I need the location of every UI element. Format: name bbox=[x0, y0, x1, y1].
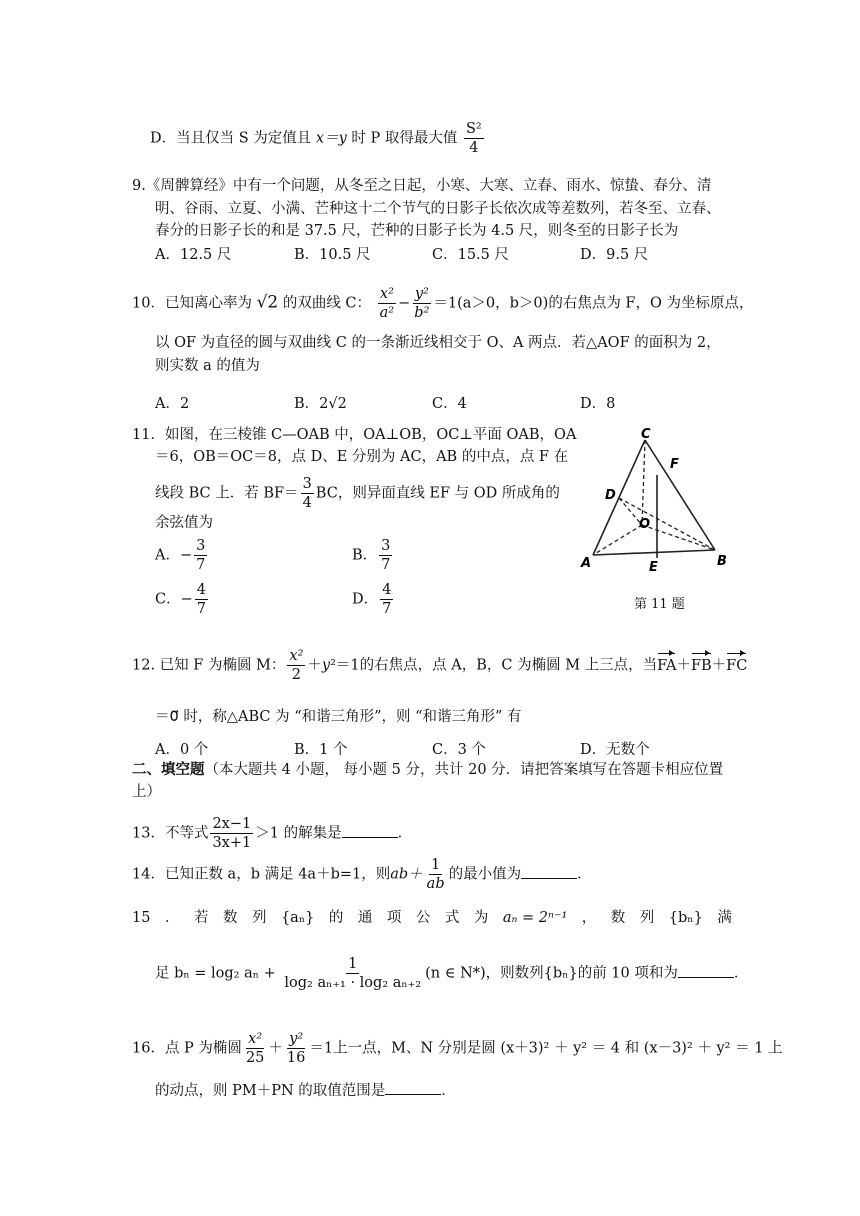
fig-label-b: B bbox=[717, 554, 727, 569]
q9-line2: 明、谷雨、立夏、小满、芒种这十二个节气的日影子长依次成等差数列，若冬至、立春、 bbox=[155, 201, 721, 217]
q15-frac: $\frac{1}{\text{log₂ aₙ₊₁ · log₂ aₙ₊₂}}$ bbox=[284, 956, 422, 991]
edge-ab bbox=[593, 550, 715, 555]
q14-line: 14．已知正数 a，b 满足 4a＋b=1，则ab＋ $\frac{1}{ab}$ 的最小值为 ． bbox=[132, 857, 592, 892]
q10-p3: (a＞0，b＞0)的右焦点为 F，O 为坐标原点， bbox=[457, 295, 754, 312]
q9-option-c: C．15.5 尺 bbox=[432, 247, 509, 263]
section2-desc2: 上） bbox=[132, 784, 161, 800]
q15-p1: 足 bₙ = log₂ aₙ + bbox=[155, 965, 281, 982]
edge-cb bbox=[645, 440, 715, 550]
q16-p1: 16．点 P 为椭圆 bbox=[132, 1040, 242, 1057]
q12-option-c: C．3 个 bbox=[432, 742, 486, 758]
segment-db bbox=[619, 498, 715, 550]
q10-option-d: D．8 bbox=[580, 396, 616, 412]
q10-line2: 以 OF 为直径的圆与双曲线 C 的一条渐近线相交于 O、A 两点．若△AOF 的面积为 2， bbox=[155, 335, 721, 351]
fig-label-c: C bbox=[641, 427, 651, 442]
q9-line1: 9.《周髀算经》中有一个问题，从冬至之日起，小寒、大寒、立春、雨水、惊蛰、春分、清 bbox=[132, 178, 712, 194]
q11-option-a: A．− $\frac{3}{7}$ bbox=[155, 538, 206, 573]
q8d-frac-num: S² bbox=[465, 121, 482, 137]
q11-option-d: D． $\frac{4}{7}$ bbox=[352, 582, 392, 617]
q8d-cond: x＝y bbox=[315, 130, 347, 147]
section2-desc: （本大题共 4 小题， 每小题 5 分，共计 20 分．请把答案填写在答题卡相应位置 bbox=[204, 762, 724, 778]
q10-p1: 10．已知离心率为 bbox=[132, 295, 252, 312]
q15-line1: 15 ． 若 数 列 {aₙ} 的 通 项 公 式 为 aₙ = 2ⁿ⁻¹ ， 数 列 {bₙ} 满 bbox=[132, 910, 732, 926]
fig-label-d: D bbox=[605, 488, 616, 503]
fig-label-f: F bbox=[670, 457, 679, 472]
q11-option-b: B． $\frac{3}{7}$ bbox=[352, 538, 391, 573]
q14-frac: $\frac{1}{ab}$ bbox=[426, 857, 445, 892]
q12-p2: 的右焦点，点 A，B，C 为椭圆 M 上三点，当 bbox=[359, 657, 658, 674]
section2-title: 二、填空题 bbox=[132, 761, 205, 778]
q10-option-a: A．2 bbox=[155, 396, 190, 412]
q8d-label: D．当且仅当 S 为定值且 bbox=[150, 130, 316, 147]
q16-p2: 上一点，M、N 分别是圆 (x＋3)² ＋ y² ＝ 4 和 (x－3)² ＋ y² ＝ 1 上 bbox=[333, 1040, 783, 1057]
q12-option-b: B．1 个 bbox=[294, 742, 348, 758]
q12-p1: 12. 已知 F 为椭圆 M： bbox=[132, 657, 286, 674]
fig-label-o: O bbox=[639, 517, 651, 532]
q14-answer-blank[interactable] bbox=[521, 864, 577, 879]
q11-option-c: C．− $\frac{4}{7}$ bbox=[155, 582, 206, 617]
q8d-tail: 时 P 取得最大值 bbox=[346, 130, 458, 147]
q10-option-b: B．2√2 bbox=[294, 396, 347, 412]
q13-answer-blank[interactable] bbox=[342, 823, 398, 838]
q15-answer-blank[interactable] bbox=[678, 963, 734, 978]
vec-fb: FB bbox=[690, 657, 712, 674]
q8-option-d bbox=[150, 120, 486, 157]
q11-line3b: BC，则异面直线 EF 与 OD 所成角的 bbox=[315, 485, 560, 502]
q11-line2: ＝6，OB＝OC＝8，点 D、E 分别为 AC，AB 的中点，点 F 在 bbox=[155, 449, 569, 465]
q14-expr: ab＋ bbox=[390, 866, 423, 883]
q10-line3: 则实数 a 的值为 bbox=[155, 358, 260, 374]
vec-fc: FC bbox=[726, 657, 748, 674]
q10-sqrt: √2 bbox=[256, 292, 279, 313]
q16-answer-blank[interactable] bbox=[385, 1080, 441, 1095]
q10-option-c: C．4 bbox=[432, 396, 467, 412]
fig-label-e: E bbox=[649, 560, 658, 575]
q9-option-a: A．12.5 尺 bbox=[155, 247, 232, 263]
q12-line2: ＝0⃗ 时，称△ABC 为 “和谐三角形”，则 “和谐三角形” 有 bbox=[155, 709, 522, 725]
q13-p1: 13．不等式 bbox=[132, 825, 209, 842]
q11-line1: 11．如图，在三棱锥 C—OAB 中，OA⊥OB，OC⊥平面 OAB，OA bbox=[132, 427, 577, 443]
q12-option-a: A．0 个 bbox=[155, 742, 209, 758]
q13-p2: ＞1 的解集是 bbox=[255, 825, 342, 842]
figure-caption: 第 11 题 bbox=[634, 597, 685, 612]
q14-p1: 14．已知正数 a，b 满足 4a＋b=1，则 bbox=[132, 866, 391, 883]
q10-line1: 10．已知离心率为 √2 的双曲线 C： $\frac{\text{x²}}{\text{a²}}$ − $\frac{\text{y²}}{\text{b²}}$ ＝1(a＞0，b＞0)的右焦点为 F，O 为坐标原点， bbox=[132, 286, 754, 321]
q9-option-d: D．9.5 尺 bbox=[580, 247, 649, 263]
q9-option-b: B．10.5 尺 bbox=[294, 247, 371, 263]
section2-header bbox=[132, 760, 723, 780]
edge-ob bbox=[642, 525, 715, 550]
q10-frac-y: $\frac{\text{y²}}{\text{b²}}$ bbox=[414, 286, 430, 321]
vec-fa: FA bbox=[657, 657, 677, 674]
q11-line3a: 线段 BC 上．若 BF＝ bbox=[155, 485, 299, 502]
q9-line3: 春分的日影子长的和是 37.5 尺，芒种的日影子长为 4.5 尺，则冬至的日影子长为 bbox=[155, 223, 679, 239]
q15-p2: (n ∈ N*)，则数列{bₙ}的前 10 项和为 bbox=[425, 965, 678, 982]
q11-line4: 余弦值为 bbox=[155, 515, 213, 531]
q13-line: 13．不等式 $\frac{2x-1}{3x+1}$ ＞1 的解集是 ． bbox=[132, 816, 413, 851]
q10-p2: 的双曲线 C： bbox=[282, 295, 372, 312]
q12-option-d: D．无数个 bbox=[580, 742, 650, 758]
q11-figure bbox=[575, 425, 740, 580]
q16-line2-text: 的动点，则 PM＋PN 的取值范围是 bbox=[155, 1083, 386, 1099]
q16-line2: 的动点，则 PM＋PN 的取值范围是 ． bbox=[155, 1080, 456, 1101]
q12-frac: $\frac{\text{x²}}{2}$ bbox=[289, 648, 304, 683]
q16-frac-x: $\frac{\text{x²}}{25}$ bbox=[245, 1031, 265, 1066]
q15-line2: 足 bₙ = log₂ aₙ + $\frac{1}{\text{log₂ aₙ₊₁ · log₂ aₙ₊₂}}$ (n ∈ N*)，则数列{bₙ}的前 10 项和为 ． bbox=[155, 956, 749, 991]
q11-line3 bbox=[155, 475, 560, 512]
q10-frac-x: $\frac{\text{x²}}{\text{a²}}$ bbox=[379, 286, 395, 321]
q8d-fraction bbox=[464, 120, 484, 157]
q16-line1: 16．点 P 为椭圆 $\frac{\text{x²}}{25}$ ＋ $\frac{\text{y²}}{16}$ ＝1上一点，M、N 分别是圆 (x＋3)² ＋ y² ＝ 4 和 (x－3)² ＋ y² ＝ 1 上 bbox=[132, 1031, 783, 1066]
q13-frac: $\frac{2x-1}{3x+1}$ bbox=[212, 816, 252, 851]
q14-p2: 的最小值为 bbox=[448, 866, 522, 883]
q8d-frac-den: 4 bbox=[469, 140, 479, 156]
q16-frac-y: $\frac{\text{y²}}{16}$ bbox=[286, 1031, 306, 1066]
q12-line1: 12. 已知 F 为椭圆 M： $\frac{\text{x²}}{2}$ ＋y²＝1的右焦点，点 A，B，C 为椭圆 M 上三点，当FA＋FB＋FC bbox=[132, 648, 748, 683]
fig-label-a: A bbox=[581, 556, 592, 571]
q11-frac: $\frac{3}{4}$ bbox=[302, 476, 312, 511]
edge-ca bbox=[593, 440, 645, 555]
